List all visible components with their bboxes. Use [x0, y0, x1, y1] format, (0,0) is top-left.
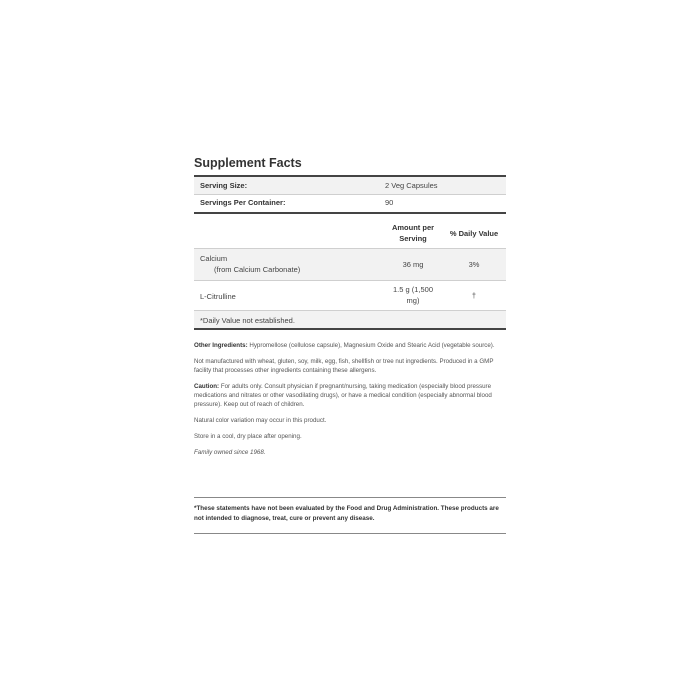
other-ingredients: [194, 341, 506, 350]
nutrient-amount-line1: 1.5 g (1,500: [392, 285, 434, 294]
servings-per-container-row: [194, 195, 506, 212]
nutrient-daily-value: 3%: [468, 260, 480, 269]
amount-header-line1: Amount per: [391, 223, 435, 232]
footnote-row: [194, 311, 506, 328]
color-variation-note: Natural color variation may occur in this product.: [194, 417, 327, 424]
disclaimer-top-rule: [194, 497, 506, 498]
product-notes: [194, 341, 506, 464]
daily-value-footnote: *Daily Value not established.: [200, 316, 295, 325]
disclaimer-bottom-rule: [194, 533, 506, 534]
servings-per-container-label: Servings Per Container:: [200, 198, 286, 207]
panel-bottom-rule: [194, 328, 506, 330]
caution-text: For adults only. Consult physician if pregnant/nursing, taking medication (especially blood pressure medications and nitrates or other vasodilating drugs), or have a medical condition (especially abnormal blood pressure). Keep out of reach of children.: [194, 383, 492, 408]
other-ingredients-label: Other Ingredients:: [194, 342, 248, 349]
storage-note: Store in a cool, dry place after opening.: [194, 433, 302, 440]
daily-value-header: % Daily Value: [449, 229, 499, 238]
servings-per-container-value: 90: [385, 198, 394, 207]
family-owned-note: Family owned since 1968.: [194, 449, 266, 456]
nutrient-row-l-citrulline: [194, 281, 506, 310]
column-header-row: [194, 214, 506, 248]
nutrient-amount-line2: mg): [406, 296, 420, 305]
caution-statement: [194, 382, 506, 409]
other-ingredients-text: Hypromellose (cellulose capsule), Magnesium Oxide and Stearic Acid (vegetable source).: [249, 342, 495, 349]
amount-header-line2: Serving: [399, 234, 427, 243]
nutrient-daily-value: †: [471, 291, 477, 300]
fda-disclaimer: *These statements have not been evaluated by the Food and Drug Administration. These products are not intended to diagnose, treat, cure or prevent any disease.: [194, 505, 499, 522]
panel-title: Supplement Facts: [194, 156, 302, 170]
caution-label: Caution:: [194, 383, 220, 390]
serving-size-row: [194, 177, 506, 194]
serving-size-label: Serving Size:: [200, 181, 248, 190]
serving-size-value: 2 Veg Capsules: [385, 181, 438, 190]
nutrient-amount: 36 mg: [402, 260, 424, 269]
allergen-statement: Not manufactured with wheat, gluten, soy, milk, egg, fish, shellfish or tree nut ingredients. Produced in a GMP facility that processes other ingredients containing these allergens.: [194, 358, 494, 374]
nutrient-source: (from Calcium Carbonate): [214, 265, 301, 274]
nutrient-name: Calcium: [200, 254, 228, 263]
nutrient-row-calcium: [194, 249, 506, 280]
nutrient-name: L-Citrulline: [200, 292, 236, 301]
